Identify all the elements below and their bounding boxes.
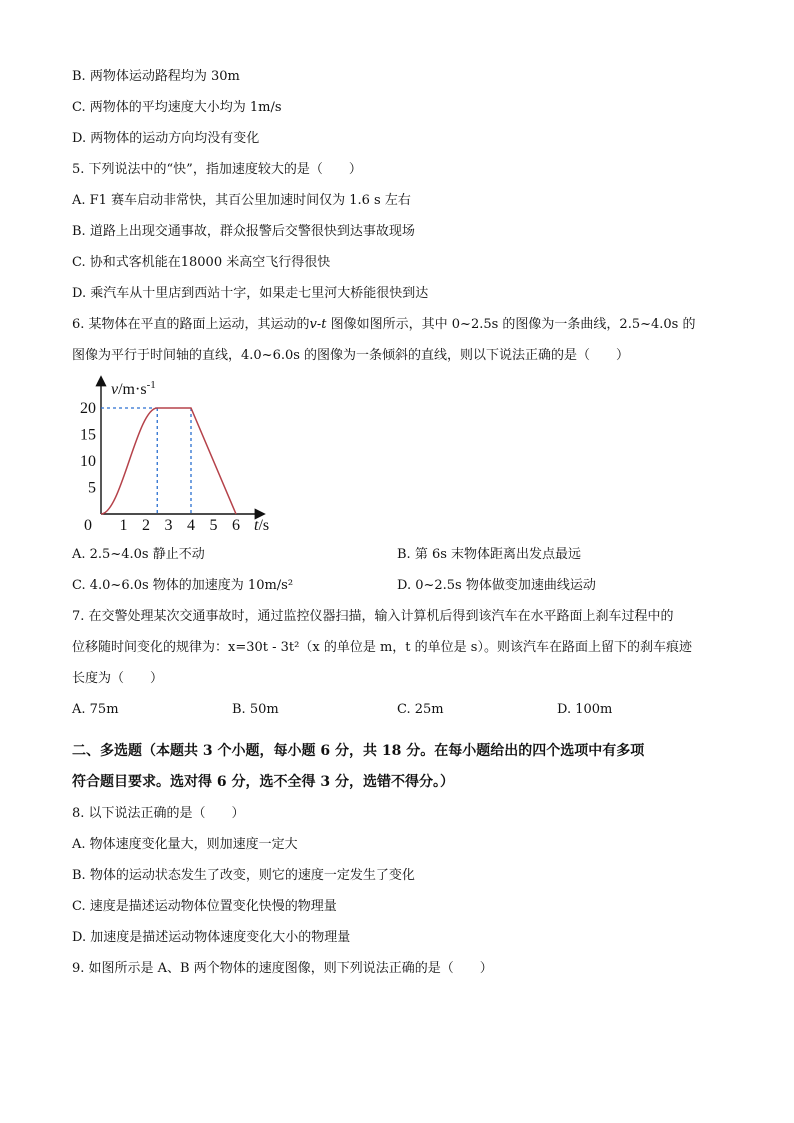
vt-graph [78,372,278,537]
q4-option-c: C. 两物体的平均速度大小均为 1m/s [72,100,282,115]
y-axis-var: v [111,381,119,398]
y-tick-label: 15 [80,426,96,444]
q5-stem: 5. 下列说法中的“快”，指加速度较大的是（ ） [72,162,362,177]
q6-option-b: B. 第 6s 末物体距离出发点最远 [397,547,582,562]
x-axis-unit: /s [258,517,270,534]
q7-stem-line1: 7. 在交警处理某次交通事故时，通过监控仪器扫描，输入计算机后得到该汽车在水平路面上刹车过程中的 [72,609,674,624]
q8-option-d: D. 加速度是描述运动物体速度变化大小的物理量 [72,930,351,945]
y-axis-exp: -1 [146,379,156,391]
graph-axes [101,378,263,514]
q7-option-d: D. 100m [557,702,613,717]
q6-stem-var: v-t [309,317,327,332]
x-tick-label: 5 [209,517,218,534]
x-tick-label: 2 [142,517,150,534]
x-tick-label: 6 [232,517,240,534]
q6-option-c: C. 4.0~6.0s 物体的加速度为 10m/s² [72,578,294,593]
section2-heading-line2: 符合题目要求。选对得 6 分，选不全得 3 分，选错不得分。） [72,774,454,790]
q5-option-b: B. 道路上出现交通事故，群众报警后交警很快到达事故现场 [72,224,415,239]
velocity-curve [101,408,236,514]
section2-heading-line1: 二、多选题（本题共 3 个小题，每小题 6 分，共 18 分。在每小题给出的四个选项中有多项 [72,743,645,759]
y-axis-unit: /m·s [118,381,147,398]
origin-label: 0 [84,517,92,534]
y-tick-label: 20 [80,400,96,417]
x-tick-label: 4 [187,517,195,534]
q6-stem-line1 [72,316,695,334]
y-tick-label: 5 [88,479,96,497]
q6-stem-pre: 6. 某物体在平直的路面上运动，其运动的 [72,317,310,332]
q7-option-a: A. 75m [72,702,119,717]
x-axis-var: t [254,517,259,534]
q8-stem: 8. 以下说法正确的是（ ） [72,806,245,821]
q4-option-b: B. 两物体运动路程均为 30m [72,69,240,84]
q7-option-b: B. 50m [232,702,279,717]
q7-stem-line2: 位移随时间变化的规律为：x=30t - 3t²（x 的单位是 m，t 的单位是 s）。则该汽车在路面上留下的刹车痕迹 [72,640,692,655]
q6-stem-line2: 图像为平行于时间轴的直线，4.0~6.0s 的图像为一条倾斜的直线，则以下说法正确的是（ ） [72,348,630,363]
x-tick-label: 3 [164,517,173,534]
q7-stem-line3: 长度为（ ） [72,671,164,686]
q6-option-d: D. 0~2.5s 物体做变加速曲线运动 [397,578,596,593]
y-axis-label [111,379,156,398]
q7-option-c: C. 25m [397,702,444,717]
q8-option-c: C. 速度是描述运动物体位置变化快慢的物理量 [72,899,337,914]
y-tick-label: 10 [80,453,96,470]
q5-option-a: A. F1 赛车启动非常快，其百公里加速时间仅为 1.6 s 左右 [72,193,411,208]
q8-option-b: B. 物体的运动状态发生了改变，则它的速度一定发生了变化 [72,868,415,883]
q6-stem-post: 图像如图所示，其中 0~2.5s 的图像为一条曲线，2.5~4.0s 的 [326,317,696,332]
x-axis-label [254,517,269,534]
q6-option-a: A. 2.5~4.0s 静止不动 [72,547,205,562]
q4-option-d: D. 两物体的运动方向均没有变化 [72,131,260,146]
q5-option-d: D. 乘汽车从十里店到西站十字，如果走七里河大桥能很快到达 [72,286,429,301]
q5-option-c: C. 协和式客机能在18000 米高空飞行得很快 [72,255,331,270]
q8-option-a: A. 物体速度变化量大，则加速度一定大 [72,837,298,852]
q9-stem: 9. 如图所示是 A、B 两个物体的速度图像，则下列说法正确的是（ ） [72,961,493,976]
x-tick-label: 1 [119,517,128,534]
